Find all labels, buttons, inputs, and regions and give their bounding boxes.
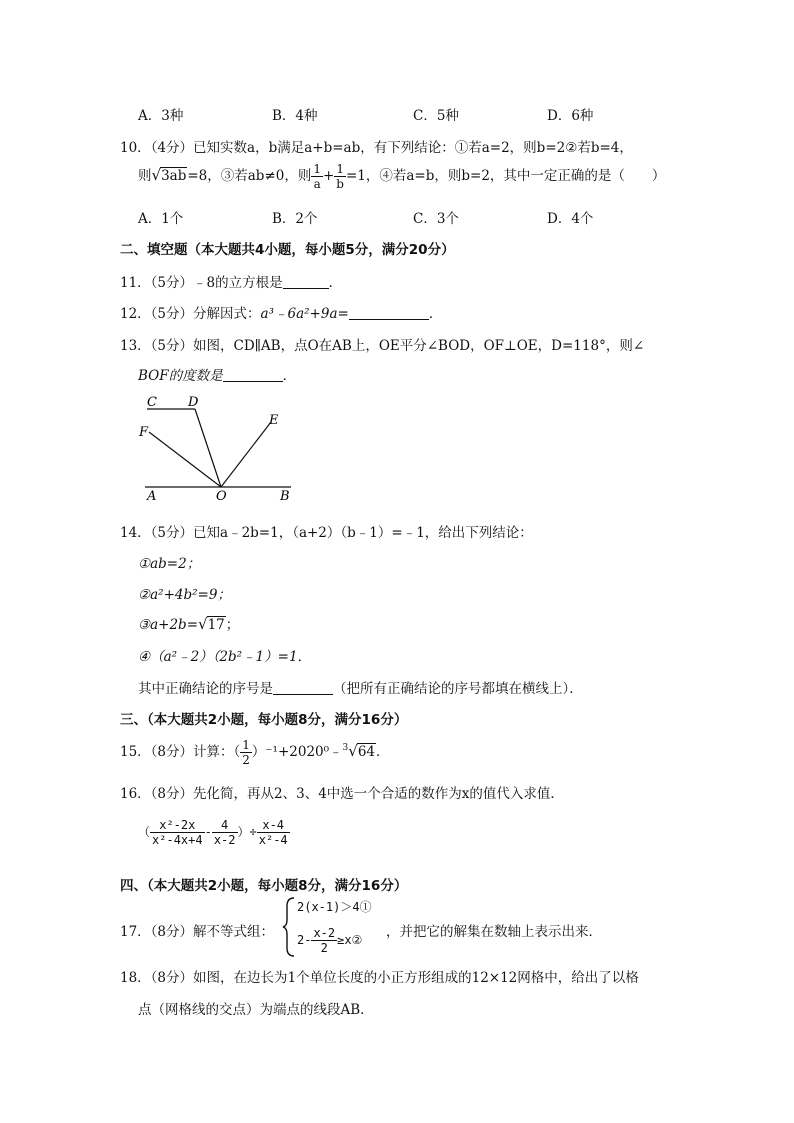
q15-fraction: [240, 738, 252, 767]
q11-text: 11．（5分）﹣8的立方根是: [120, 275, 283, 291]
frac-den: a: [313, 177, 321, 191]
q14-c3-text: ③a+2b=: [138, 617, 199, 633]
q14-c3-sqrt-arg: 17: [207, 617, 225, 633]
frac-den: 2: [242, 753, 250, 767]
label-b: B: [280, 489, 290, 504]
q17-fraction: [311, 926, 337, 955]
q18-line1: 18．（8分）如图，在边长为1个单位长度的小正方形组成的12×12网格中，给出了以格: [120, 970, 639, 986]
label-a: A: [147, 489, 157, 504]
q10-option-c: C．3个: [413, 211, 459, 227]
q14-tail: [138, 677, 583, 697]
q12-text: 12．（5分）分解因式：: [120, 306, 261, 322]
q13-line1: 13．（5分）如图，CD∥AB，点O在AB上，OE平分∠BOD，OF⊥OE，D=118°，则∠: [120, 338, 645, 354]
q14-conclusion-2: ②a²+4b²=9；: [138, 587, 231, 603]
q12-answer-blank[interactable]: [349, 307, 429, 320]
q12: [120, 302, 442, 322]
q13-figure: [135, 392, 305, 507]
segment-of: [149, 432, 221, 487]
q9-option-c: C．5种: [413, 108, 459, 124]
q16-close: ）÷: [237, 825, 257, 839]
q17-post: ，并把它的解集在数轴上表示出来．: [386, 924, 602, 940]
frac-num: x-4: [257, 818, 290, 833]
q15-root-arg: 64: [357, 744, 376, 760]
frac-num: 1: [334, 162, 346, 177]
q9-option-d: D．6种: [547, 108, 594, 124]
q12-expression: a³﹣6a²+9a=: [260, 306, 349, 322]
q10-line1: [120, 136, 633, 156]
section3-title: 三、（本大题共2小题，每小题8分，满分16分）: [120, 712, 408, 728]
section2-title: 二、填空题（本大题共4小题，每小题5分，满分20分）: [120, 242, 455, 258]
frac-den: x²-4: [258, 833, 288, 847]
q9-option-a: A．3种: [138, 108, 184, 124]
q15: [120, 738, 390, 767]
label-c: C: [147, 395, 157, 410]
q10-option-a: A．1个: [138, 211, 184, 227]
frac-den: x²-4x+4: [152, 833, 203, 847]
q17-inequality-2: [297, 926, 362, 955]
q14-conclusion-4: ④（a²﹣2）（2b²﹣1）=1．: [138, 649, 312, 665]
label-o: O: [216, 489, 227, 504]
q16-frac1: [150, 818, 205, 847]
q12-end: ．: [428, 306, 443, 322]
frac-num: x-2: [313, 926, 336, 940]
q10-line2-prefix: 则: [138, 168, 152, 184]
q11-answer-blank[interactable]: [283, 276, 329, 289]
sqrt-symbol: √: [198, 615, 208, 633]
q14-tail-hint: （把所有正确结论的序号都填在横线上）．: [333, 681, 583, 697]
q10-score: （4分）: [150, 140, 194, 156]
q14-c3-end: ；: [225, 617, 240, 633]
q10-line2-end: =1，④若a=b，则b=2，其中一定正确的是（ ）: [345, 168, 666, 184]
frac-num: 1: [242, 738, 250, 752]
sqrt-symbol: √: [151, 166, 162, 184]
q16-expression: [138, 818, 290, 847]
q9-option-b: B．4种: [272, 108, 318, 124]
section4-title: 四、（本大题共2小题，每小题8分，满分16分）: [120, 878, 408, 894]
segment-od: [195, 409, 221, 487]
q10-number: 10．: [120, 140, 151, 156]
q14-answer-blank[interactable]: [273, 682, 333, 695]
frac-den: x-2: [213, 833, 236, 847]
q16-open: （: [138, 825, 151, 839]
q16-frac3: [257, 818, 290, 847]
q16-frac2: [212, 818, 238, 847]
q10-line2-mid: =8，③若ab≠0，则: [187, 168, 312, 184]
q17-ineq2-pre: 2-: [297, 933, 312, 947]
q13-text: BOF的度数是: [138, 368, 223, 384]
frac-num: x²-2x: [150, 818, 205, 833]
frac-den: b: [336, 177, 344, 191]
q13-end: ．: [282, 368, 297, 384]
label-f: F: [139, 425, 149, 440]
q10-frac1: [311, 162, 323, 191]
segment-oe: [221, 422, 271, 487]
q11-end: ．: [328, 275, 343, 291]
q15-text: 15．（8分）计算：（: [120, 744, 241, 760]
q15-end: ．: [376, 744, 390, 760]
q10-frac2: [334, 162, 346, 191]
frac-num: 4: [212, 818, 238, 833]
q14-conclusion-3: [138, 613, 239, 633]
q10-sqrt-arg: 3ab: [161, 168, 187, 184]
q15-root-index: 3: [342, 743, 349, 753]
q11: [120, 271, 342, 291]
q10-option-d: D．4个: [547, 211, 594, 227]
q13-line2: [138, 364, 296, 384]
q17-text: 17．（8分）解不等式组：: [120, 924, 275, 940]
q16-minus: -: [204, 825, 212, 839]
q10-line2: 则√3ab=8，③若ab≠0，则 $\frac{1}{a}$ + $\frac{1}{b}$ =1，④若a=b，则b=2，其中一定正确的是（ ）: [138, 162, 666, 191]
label-e: E: [269, 413, 279, 428]
label-d: D: [188, 395, 199, 410]
q17-ineq2-post: ≥x②: [337, 933, 363, 947]
q14-tail-text: 其中正确结论的序号是: [138, 681, 273, 697]
frac-num: 1: [313, 162, 321, 176]
q17-inequality-1: 2(x-1)＞4①: [297, 900, 372, 914]
q14-stem: 14．（5分）已知a﹣2b=1，（a+2）（b﹣1）=﹣1，给出下列结论：: [120, 525, 533, 541]
q18-line2: 点（网格线的交点）为端点的线段AB．: [138, 1002, 374, 1018]
q15-post: ）⁻¹+2020⁰﹣: [251, 744, 343, 760]
q10-option-b: B．2个: [272, 211, 318, 227]
q13-answer-blank[interactable]: [223, 369, 283, 382]
q16-stem: 16．（8分）先化简，再从2、3、4中选一个合适的数作为x的值代入求值．: [120, 786, 564, 802]
brace-icon: [282, 896, 296, 958]
q14-conclusion-1: ①ab=2；: [138, 556, 201, 572]
sqrt-symbol: √: [348, 742, 358, 760]
frac-den: 2: [320, 941, 328, 955]
q10-text: 已知实数a，b满足a+b=ab，有下列结论：①若a=2，则b=2②若b=4，: [193, 140, 633, 156]
